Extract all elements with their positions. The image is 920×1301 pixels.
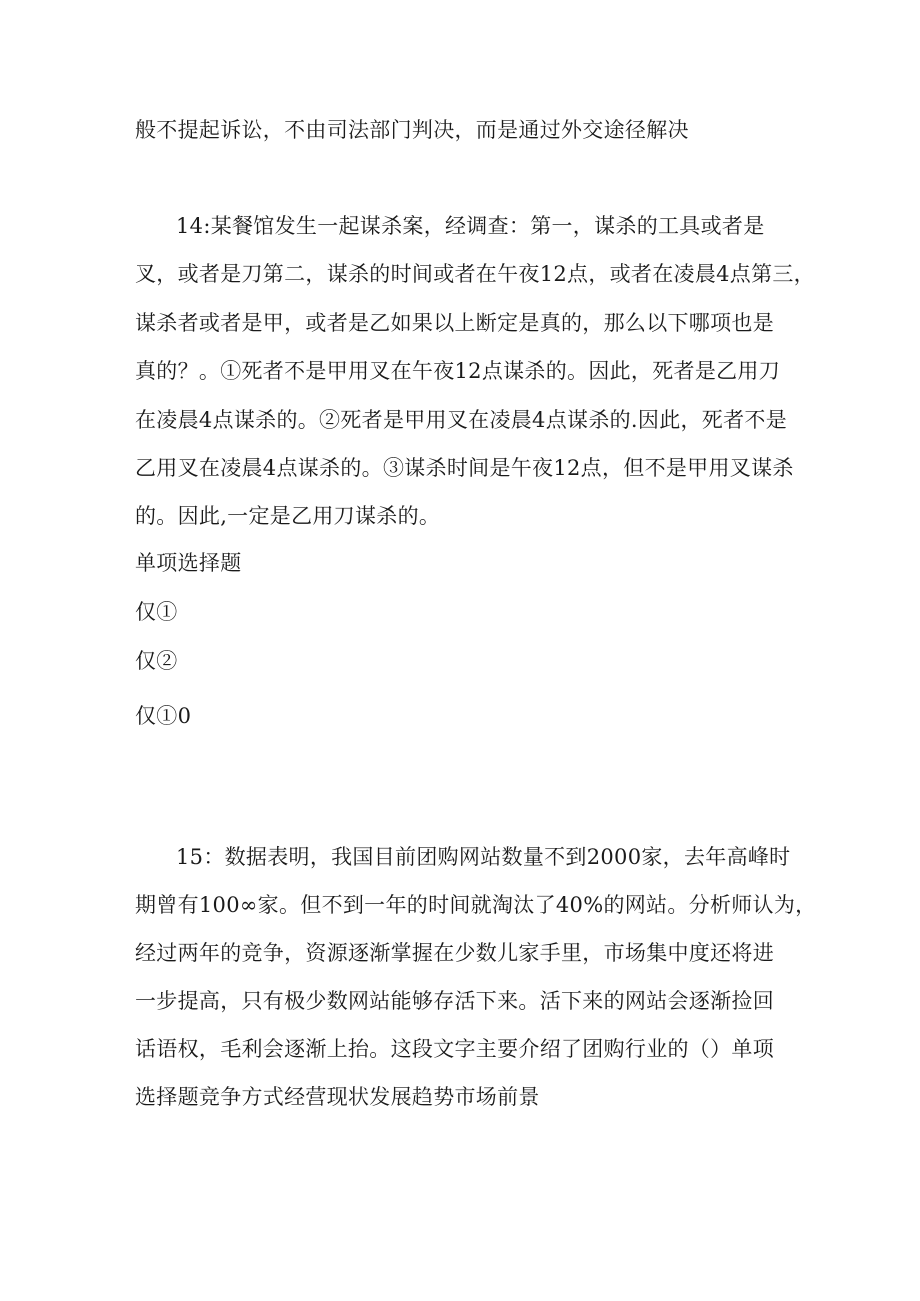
question-14-line: 真的？。①死者不是甲用叉在午夜12点谋杀的。因此，死者是乙用刀 bbox=[135, 359, 781, 383]
option-item: 仅② bbox=[135, 649, 178, 673]
question-14-line: 乙用叉在凌晨4点谋杀的。③谋杀时间是午夜12点，但不是甲用叉谋杀 bbox=[135, 456, 794, 480]
option-item: 仅① bbox=[135, 600, 178, 624]
question-15-line: 15：数据表明，我国目前团购网站数量不到2000家，去年高峰时 bbox=[176, 845, 791, 869]
question-14-line: 的。因此,一定是乙用刀谋杀的。 bbox=[135, 504, 441, 528]
question-type-label: 单项选择题 bbox=[135, 551, 242, 575]
question-15-line: 选择题竞争方式经营现状发展趋势市场前景 bbox=[135, 1085, 540, 1109]
question-14-line: 在凌晨4点谋杀的。②死者是甲用叉在凌晨4点谋杀的.因此，死者不是 bbox=[135, 408, 787, 432]
continuation-text: 般不提起诉讼，不由司法部门判决，而是通过外交途径解决 bbox=[135, 118, 689, 142]
question-14-line: 14:某餐馆发生一起谋杀案，经调查：第一，谋杀的工具或者是 bbox=[176, 214, 765, 238]
question-15-line: 一步提高，只有极少数网站能够存活下来。活下来的网站会逐渐捡回 bbox=[135, 989, 774, 1013]
question-15-line: 话语权，毛利会逐渐上抬。这段文字主要介绍了团购行业的（）单项 bbox=[135, 1037, 774, 1061]
question-15-line: 期曾有100∞家。但不到一年的时间就淘汰了40%的网站。分析师认为， bbox=[135, 893, 817, 917]
question-14-line: 叉，或者是刀第二，谋杀的时间或者在午夜12点，或者在凌晨4点第三， bbox=[135, 262, 815, 286]
question-14-line: 谋杀者或者是甲，或者是乙如果以上断定是真的，那么以下哪项也是 bbox=[135, 311, 774, 335]
option-item: 仅①0 bbox=[135, 704, 192, 728]
question-15-line: 经过两年的竞争，资源逐渐掌握在少数儿家手里，市场集中度还将进 bbox=[135, 941, 774, 965]
